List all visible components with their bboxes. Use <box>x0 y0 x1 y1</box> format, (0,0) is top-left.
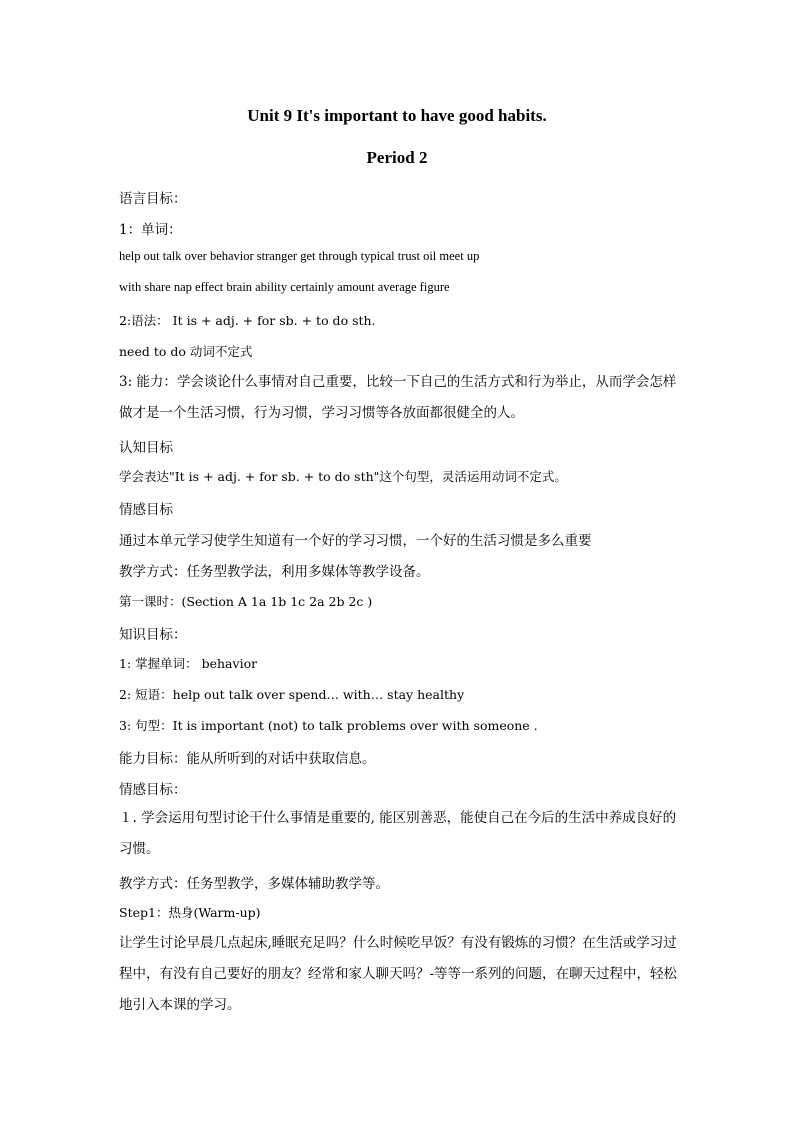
infinitive-line: need to do 动词不定式 <box>119 344 253 359</box>
ability-goal-line: 能力目标：能从所听到的对话中获取信息。 <box>119 751 376 767</box>
vocab-heading: 1：单词： <box>119 222 182 238</box>
document-subtitle: Period 2 <box>366 148 428 167</box>
cognitive-goal-text: 学会表达"It is + adj. + for sb. + to do sth"这个句型，灵活运用动词不定式。 <box>119 469 567 484</box>
words-line: 1: 掌握单词： behavior <box>119 656 258 671</box>
ability-paragraph: 3: 能力：学会谈论什么事情对自己重要，比较一下自己的生活方式和行为举止，从而学会怎样做才是一个生活习惯，行为习惯，学习习惯等各放面都很健全的人。 <box>119 374 677 421</box>
first-period-line: 第一课时：(Section A 1a 1b 1c 2a 2b 2c ) <box>119 594 373 609</box>
section-heading-affective-goals: 情感目标 <box>119 502 173 518</box>
teaching-method-line-2: 教学方式：任务型教学，多媒体辅助教学等。 <box>119 876 389 892</box>
section-heading-knowledge-goals: 知识目标： <box>119 627 187 643</box>
affective-goal-item-1: １. 学会运用句型讨论干什么事情是重要的, 能区别善恶，能使自己在今后的生活中养成良好的习惯。 <box>119 810 677 857</box>
phrases-line: 2: 短语：help out talk over spend… with… stay healthy <box>119 687 465 702</box>
teaching-method-line: 教学方式：任务型教学法，利用多媒体等教学设备。 <box>119 564 430 580</box>
document-title: Unit 9 It's important to have good habits. <box>247 106 547 125</box>
sentence-pattern-line: 3: 句型：It is important (not) to talk problems over with someone . <box>119 718 538 733</box>
affective-goal-text: 通过本单元学习使学生知道有一个好的学习习惯，一个好的生活习惯是多么重要 <box>119 533 592 549</box>
vocab-line-1: help out talk over behavior stranger get through typical trust oil meet up <box>119 249 480 263</box>
step1-paragraph: 让学生讨论早晨几点起床,睡眠充足吗？什么时候吃早饭？有没有锻炼的习惯？在生活或学习过程中，有没有自己要好的朋友？经常和家人聊天吗？-等等一系列的问题，在聊天过程中，轻松地引入本课的学习。 <box>119 935 678 1013</box>
step1-heading: Step1：热身(Warm-up) <box>119 905 261 920</box>
section-heading-language-goals: 语言目标： <box>119 191 187 207</box>
section-heading-cognitive-goals: 认知目标 <box>119 440 173 456</box>
grammar-line: 2:语法： It is + adj. + for sb. + to do sth. <box>119 313 376 328</box>
vocab-line-2: with share nap effect brain ability certainly amount average figure <box>119 280 450 294</box>
section-heading-affective-goals-2: 情感目标： <box>119 782 187 798</box>
